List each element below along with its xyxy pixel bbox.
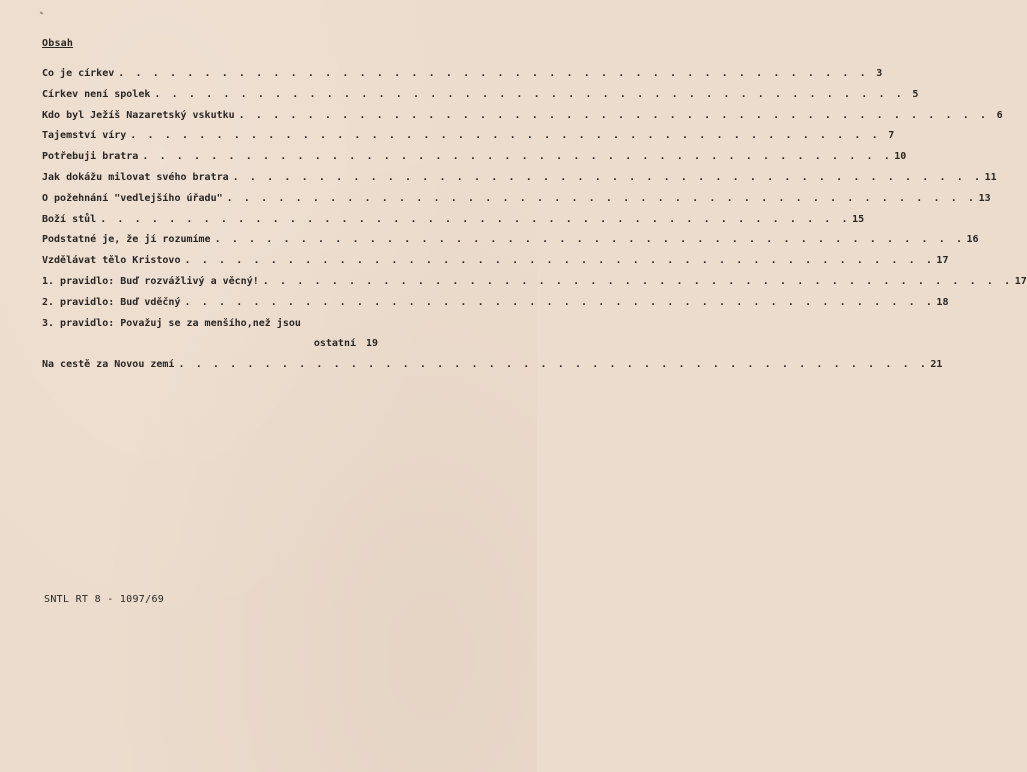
toc-entry <box>42 130 895 151</box>
toc-entry <box>42 88 919 110</box>
toc-entry-title: 2. pravidlo: Buď vděčný <box>42 296 181 308</box>
toc-entry-page: 7 <box>888 130 895 142</box>
toc-entry-page: 17 <box>1014 275 1027 287</box>
toc-leader-dots: . . . . . . . . . . . . . . . . . . . . . . . . . . . . . . . . . . . . . . . . . . . . <box>214 234 965 246</box>
toc-leader-dots: . . . . . . . . . . . . . . . . . . . . . . . . . . . . . . . . . . . . . . . . . . . . <box>226 192 977 204</box>
toc-leader-dots: . . . . . . . . . . . . . . . . . . . . . . . . . . . . . . . . . . . . . . . . . . . . <box>262 275 1013 287</box>
toc-entry-page: 16 <box>966 234 979 246</box>
toc-leader-dots: . . . . . . . . . . . . . . . . . . . . . . . . . . . . . . . . . . . . . . . . . . . . <box>130 130 881 142</box>
toc-entry-title: Na cestě za Novou zemí <box>42 359 175 371</box>
toc-leader-dots: . . . . . . . . . . . . . . . . . . . . . . . . . . . . . . . . . . . . . . . . . . . . <box>178 359 929 371</box>
toc-leader-dots: . . . . . . . . . . . . . . . . . . . . . . . . . . . . . . . . . . . . . . . . . . . . <box>154 88 905 100</box>
toc-entry <box>42 213 865 235</box>
toc-entry-page: 19 <box>365 338 378 350</box>
paper-speck <box>40 11 44 14</box>
toc-entry-title: Co je církev <box>42 68 115 79</box>
toc-entry <box>42 68 883 89</box>
toc-entry <box>42 296 949 318</box>
toc-entry-page: 3 <box>876 68 883 79</box>
toc-entry-page: 13 <box>978 192 991 204</box>
toc-entry <box>42 359 943 380</box>
toc-entry-title: Tajemství víry <box>42 130 127 142</box>
toc-entry <box>42 275 1027 297</box>
toc-entry <box>42 109 1003 131</box>
publisher-code: SNTL RT 8 - 1097/69 <box>44 594 165 605</box>
toc-entry-title: Vzdělávat tělo Kristovo <box>42 255 181 267</box>
table-of-contents <box>42 68 1027 380</box>
toc-entry-title: 1. pravidlo: Buď rozvážlivý a věcný! <box>42 275 259 287</box>
toc-entry-title-continuation: ostatní <box>313 338 356 350</box>
toc-entry-page: 11 <box>984 171 997 183</box>
toc-leader-dots: . . . . . . . . . . . . . . . . . . . . . . . . . . . . . . . . . . . . . . . . . . . . <box>184 255 935 267</box>
toc-entry <box>42 192 991 214</box>
toc-leader-dots: . . . . . . . . . . . . . . . . . . . . . . . . . . . . . . . . . . . . . . . . . . . . <box>238 109 989 121</box>
toc-entry-title: Církev není spolek <box>42 88 151 100</box>
toc-entry <box>42 255 949 276</box>
toc-leader-dots: . . . . . . . . . . . . . . . . . . . . . . . . . . . . . . . . . . . . . . . . . . . . <box>100 213 851 225</box>
toc-leader-dots: . . . . . . . . . . . . . . . . . . . . . . . . . . . . . . . . . . . . . . . . . . . . <box>118 68 869 79</box>
toc-entry-page: 21 <box>930 359 943 371</box>
toc-entry-title: 3. pravidlo: Považuj se za menšího,než jsou <box>42 317 301 329</box>
toc-entry-page: 18 <box>936 296 949 308</box>
toc-entry-title: Jak dokážu milovat svého bratra <box>42 171 229 183</box>
toc-entry-title: O požehnání "vedlejšího úřadu" <box>42 192 223 204</box>
toc-leader-dots: . . . . . . . . . . . . . . . . . . . . . . . . . . . . . . . . . . . . . . . . . . . . <box>232 171 983 183</box>
toc-entry <box>42 234 979 255</box>
toc-entry <box>42 171 997 193</box>
toc-leader-dots: . . . . . . . . . . . . . . . . . . . . . . . . . . . . . . . . . . . . . . . . . . . . <box>184 296 935 308</box>
toc-entry-page: 6 <box>996 109 1003 121</box>
toc-entry-title: Podstatné je, že jí rozumíme <box>42 234 211 246</box>
toc-entry-page: 5 <box>912 88 919 100</box>
toc-entry <box>42 318 378 339</box>
toc-entry-title: Kdo byl Ježíš Nazaretský vskutku <box>42 109 235 121</box>
toc-leader-dots: . . . . . . . . . . . . . . . . . . . . . . . . . . . . . . . . . . . . . . . . . . . . <box>142 151 893 163</box>
toc-entry-title: Potřebuji bratra <box>42 151 139 163</box>
toc-entry-page: 10 <box>894 151 907 163</box>
toc-entry-page: 17 <box>936 255 949 267</box>
toc-entry-continuation <box>42 338 378 359</box>
contents-heading: Obsah <box>42 38 74 49</box>
toc-entry-page: 15 <box>852 213 865 225</box>
toc-entry-title: Boží stůl <box>42 213 97 225</box>
toc-entry <box>42 151 907 172</box>
